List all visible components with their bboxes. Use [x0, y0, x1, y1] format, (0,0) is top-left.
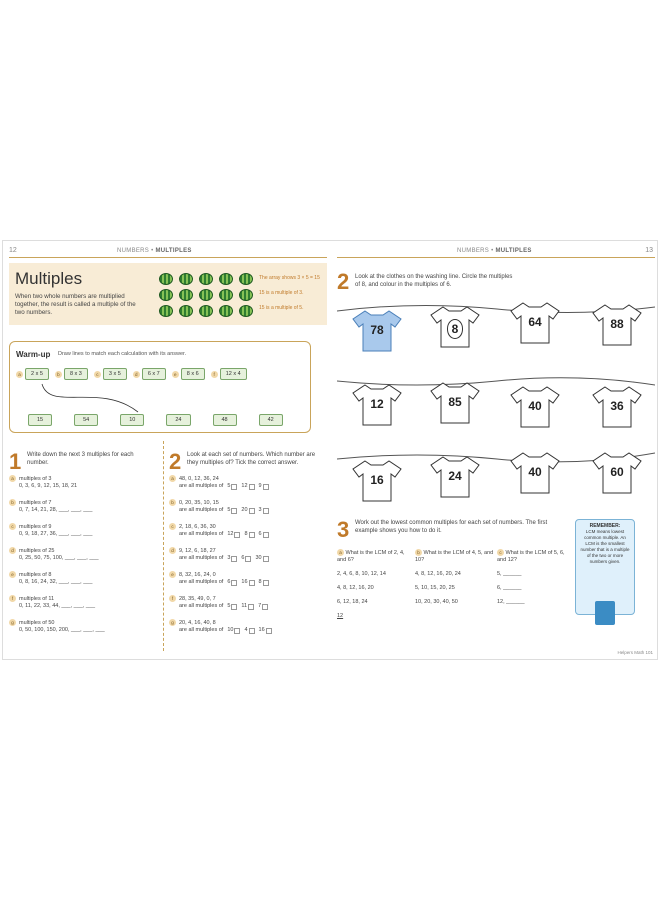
tick-box[interactable]: [249, 628, 255, 634]
lcm-column: a What is the LCM of 2, 4, and 6? 2, 4, 6, 8, 10, 12, 14 4, 8, 12, 16, 20 6, 12, 18, 24 12: [337, 550, 405, 619]
question-text: Look at the clothes on the washing line. Circle the multiples of 8, and colour in the multiples of 6.: [355, 274, 513, 288]
melon-icon: [159, 289, 173, 301]
shirt-item[interactable]: 40: [509, 451, 561, 495]
tick-box[interactable]: [249, 532, 255, 538]
left-page: [3, 241, 331, 659]
tick-box[interactable]: [263, 508, 269, 514]
array-notes: The array shows 3 × 5 = 15 15 is a multiple of 3. 15 is a multiple of 5.: [259, 275, 320, 311]
warmup-calcs: [16, 368, 247, 380]
column-separator: [163, 441, 164, 651]
question-number: 2: [169, 449, 182, 474]
warmup-heading: Warm-up: [16, 350, 51, 359]
melon-icon: [179, 273, 193, 285]
q1-item: g multiples of 50 0, 50, 100, 150, 200, ___, ___, ___: [9, 619, 105, 634]
shirt-item[interactable]: 36: [591, 385, 643, 429]
q2-item: a 48, 0, 12, 36, 24 are all multiples of 5 12 9: [169, 475, 269, 490]
melon-icon: [199, 289, 213, 301]
melon-icon: [239, 273, 253, 285]
calc-item: b 8 x 3: [55, 368, 88, 380]
tick-box[interactable]: [234, 532, 240, 538]
book-spread: [2, 240, 658, 660]
section-header-left: NUMBERS • MULTIPLES: [117, 248, 192, 254]
tick-box[interactable]: [263, 580, 269, 586]
remember-box: REMEMBER: LCM means lowest common multiple. An LCM is the smallest number that is a multiple of the two or more numbers given.: [575, 519, 635, 615]
shirt-item[interactable]: 40: [509, 385, 561, 429]
warmup-answers: 15 54 10 24 48 42: [28, 414, 283, 426]
melon-icon: [159, 305, 173, 317]
tick-box[interactable]: [231, 604, 237, 610]
warmup-box: [9, 341, 311, 433]
footer-credit: Helpers Math 101: [617, 650, 653, 655]
tick-box[interactable]: [249, 580, 255, 586]
melon-icon: [219, 273, 233, 285]
q2-item: f 28, 35, 49, 0, 7 are all multiples of 5 11 7: [169, 595, 268, 610]
q1-item: a multiples of 3 0, 3, 6, 9, 12, 15, 18, 21: [9, 475, 77, 490]
washing-line-area: [337, 263, 655, 503]
page-title: Multiples: [15, 269, 83, 288]
shirt-item[interactable]: 78: [351, 309, 403, 353]
robot-icon: [595, 601, 615, 625]
melon-icon: [179, 305, 193, 317]
q1-item: f multiples of 11 0, 11, 22, 33, 44, ___, ___, ___: [9, 595, 95, 610]
melon-icon: [219, 305, 233, 317]
tick-box[interactable]: [249, 484, 255, 490]
shirt-item[interactable]: 8: [429, 305, 481, 349]
warmup-instruction: Draw lines to match each calculation with its answer.: [58, 351, 187, 357]
question-number: 1: [9, 449, 22, 474]
tick-box[interactable]: [263, 484, 269, 490]
question-3: [337, 519, 655, 639]
calc-item: c 3 x 5: [94, 368, 127, 380]
q1-item: e multiples of 8 0, 8, 16, 24, 32, ___, ___, ___: [9, 571, 92, 586]
tick-box[interactable]: [248, 604, 254, 610]
q2-item: g 20, 4, 16, 40, 8 are all multiples of 10 4 16: [169, 619, 272, 634]
right-page: [331, 241, 659, 659]
question-number: 2: [337, 269, 350, 294]
tick-box[interactable]: [234, 628, 240, 634]
calc-item: a 2 x 5: [16, 368, 49, 380]
shirt-item[interactable]: 88: [591, 303, 643, 347]
melon-icon: [179, 289, 193, 301]
header-rule: [9, 257, 327, 258]
tick-box[interactable]: [231, 508, 237, 514]
calc-item: d 6 x 7: [133, 368, 166, 380]
shirt-item[interactable]: 60: [591, 451, 643, 495]
tick-box[interactable]: [231, 484, 237, 490]
tick-box[interactable]: [262, 604, 268, 610]
title-banner: [9, 263, 327, 325]
intro-text: When two whole numbers are multiplied together, the result is called a multiple of the two numbers.: [15, 293, 136, 316]
shirt-item[interactable]: 85: [429, 381, 481, 425]
melon-icon: [159, 273, 173, 285]
q1-item: d multiples of 25 0, 25, 50, 75, 100, ___, ___, ___: [9, 547, 99, 562]
q2-item: b 0, 20, 35, 10, 15 are all multiples of 5 20 3: [169, 499, 269, 514]
tick-box[interactable]: [249, 508, 255, 514]
q2-item: d 9, 12, 6, 18, 27 are all multiples of 3 6 30: [169, 547, 269, 562]
q1-item: c multiples of 9 0, 9, 18, 27, 36, ___, ___, ___: [9, 523, 92, 538]
melon-icon: [199, 273, 213, 285]
calc-item: e 8 x 6: [172, 368, 205, 380]
melon-icon: [239, 289, 253, 301]
tick-box[interactable]: [266, 628, 272, 634]
melon-array: [159, 273, 257, 317]
page-number-left: 12: [9, 247, 17, 254]
calc-item: f 12 x 4: [211, 368, 247, 380]
q1-item: b multiples of 7 0, 7, 14, 21, 28, ___, ___, ___: [9, 499, 92, 514]
question-text: Write down the next 3 multiples for each number.: [27, 452, 134, 466]
tick-box[interactable]: [245, 556, 251, 562]
tick-box[interactable]: [263, 532, 269, 538]
header-rule: [337, 257, 655, 258]
q2-item: c 2, 18, 6, 36, 30 are all multiples of 12 8 6: [169, 523, 269, 538]
page-number-right: 13: [645, 247, 653, 254]
section-header-right: NUMBERS • MULTIPLES: [457, 248, 532, 254]
shirt-item[interactable]: 24: [429, 455, 481, 499]
tick-box[interactable]: [263, 556, 269, 562]
melon-icon: [219, 289, 233, 301]
shirt-item[interactable]: 16: [351, 459, 403, 503]
shirt-item[interactable]: 12: [351, 383, 403, 427]
tick-box[interactable]: [231, 580, 237, 586]
question-number: 3: [337, 517, 350, 542]
lcm-column: b What is the LCM of 4, 5, and 10? 4, 8, 12, 16, 20, 24 5, 10, 15, 20, 25 10, 20, 30, 40, 50: [415, 550, 494, 605]
lcm-column: c What is the LCM of 5, 6, and 12? 5, ______ 6, ______ 12, ______: [497, 550, 565, 605]
question-text: Work out the lowest common multiples for each set of numbers. The first example shows you how to do it.: [355, 520, 548, 534]
match-line: [40, 382, 140, 416]
q2-item: e 8, 32, 16, 24, 0 are all multiples of 6 16 8: [169, 571, 269, 586]
shirt-item[interactable]: 64: [509, 301, 561, 345]
melon-icon: [199, 305, 213, 317]
melon-icon: [239, 305, 253, 317]
tick-box[interactable]: [231, 556, 237, 562]
question-text: Look at each set of numbers. Which number are they multiples of? Tick the correct answer.: [187, 452, 316, 466]
